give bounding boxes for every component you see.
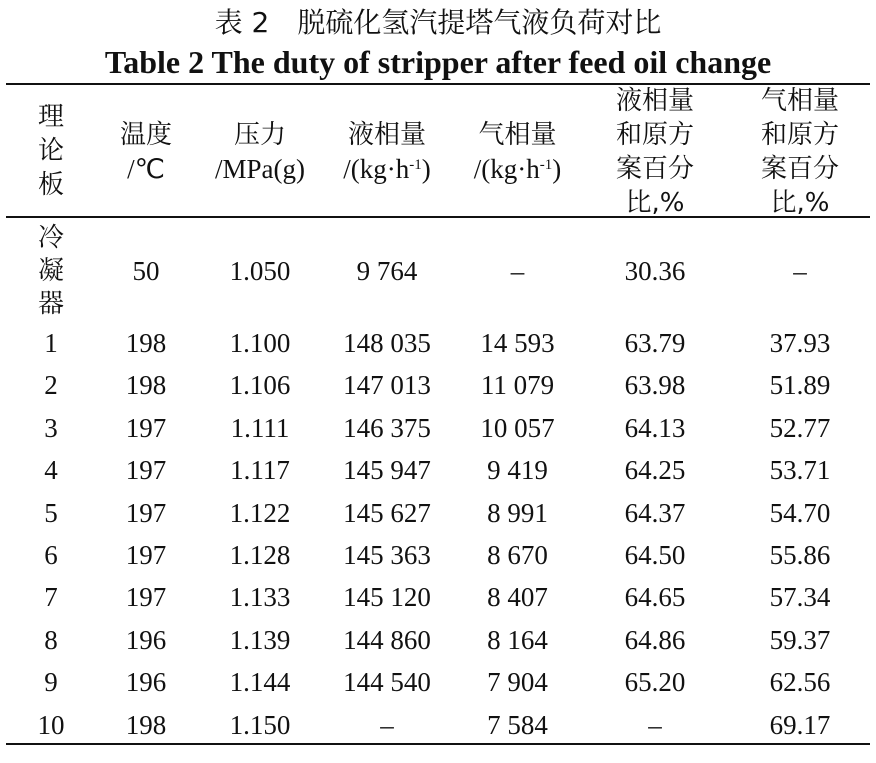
header-line: 气相量	[760, 86, 839, 116]
header-line: 和原方	[760, 120, 839, 150]
cell-liquid-flow: 148 035	[343, 328, 431, 358]
cell-temperature: 50	[132, 256, 160, 286]
cell-pressure: 1.050	[229, 256, 291, 286]
cell-plate: 8	[44, 624, 58, 655]
cell-plate: 7	[44, 582, 58, 613]
cell-vapor-percent: 54.70	[769, 497, 831, 528]
cell-vapor-flow: 14 593	[480, 328, 555, 358]
header-temp-label: 温度	[119, 120, 172, 150]
table-row	[0, 704, 876, 746]
cell-vapor-flow: 9 419	[487, 455, 548, 486]
header-pressure-label: 压力	[233, 120, 286, 150]
condenser-label-char: 冷	[37, 223, 64, 253]
header-liquid-percent	[590, 84, 720, 220]
cell-pressure: 1.111	[230, 412, 290, 443]
cell-liquid-flow: 146 375	[343, 412, 431, 443]
table-row	[0, 449, 876, 491]
unit-text: )	[552, 154, 562, 184]
cell-liquid-flow: 9 764	[356, 256, 418, 286]
header-pressure	[200, 118, 320, 186]
table-row-condenser	[0, 250, 876, 292]
cell-pressure: 1.133	[229, 582, 291, 613]
cell-plate: 1	[44, 328, 58, 358]
cell-liquid-flow: 145 627	[343, 497, 431, 528]
cell-vapor-percent: 62.56	[769, 667, 831, 698]
header-plate	[22, 100, 80, 202]
cell-temperature: 198	[125, 328, 167, 358]
cell-temperature: 197	[125, 412, 167, 443]
header-liquid-flow	[325, 118, 449, 186]
table-row	[0, 576, 876, 618]
cell-temperature: 196	[125, 667, 167, 698]
unit-text: /(kg·h	[343, 154, 410, 184]
table-row	[0, 492, 876, 534]
header-vapor-percent	[730, 84, 870, 220]
cell-temperature: 196	[125, 624, 167, 655]
cell-vapor-percent: 59.37	[769, 624, 831, 655]
cell-temperature: 197	[125, 582, 167, 613]
cell-vapor-flow: 11 079	[480, 370, 555, 401]
table-number: 表 2	[214, 6, 270, 39]
cell-vapor-flow: 7 584	[487, 709, 548, 740]
cell-vapor-percent: 52.77	[769, 412, 831, 443]
cell-liquid-flow: 144 540	[343, 667, 431, 698]
cell-liquid-percent: 30.36	[624, 256, 686, 286]
unit-exponent: -1	[409, 157, 422, 173]
unit-text: /(kg·h	[473, 154, 540, 184]
cell-vapor-percent: 57.34	[769, 582, 831, 613]
cell-temperature: 198	[125, 709, 167, 740]
header-liquid-unit	[325, 152, 449, 186]
header-vapor-unit	[455, 152, 580, 186]
table-row	[0, 364, 876, 406]
cell-liquid-flow: 147 013	[343, 370, 431, 401]
header-line: 液相量	[615, 86, 694, 116]
cell-pressure: 1.150	[229, 709, 291, 740]
header-vapor-flow	[455, 118, 580, 186]
table-row	[0, 407, 876, 449]
cell-pressure: 1.139	[229, 624, 291, 655]
condenser-label-char: 凝	[37, 256, 64, 286]
cell-plate: 3	[44, 412, 58, 443]
cell-vapor-flow: 8 164	[487, 624, 548, 655]
table-title-en: Table 2 The duty of stripper after feed oil change	[104, 44, 772, 80]
cell-temperature: 197	[125, 497, 167, 528]
cell-plate: 5	[44, 497, 58, 528]
cell-liquid-percent: 64.25	[624, 455, 686, 486]
cell-temperature: 197	[125, 455, 167, 486]
cell-liquid-percent: 64.50	[624, 540, 686, 570]
condenser-label-char: 器	[37, 289, 64, 319]
cell-plate: 2	[44, 370, 58, 401]
header-pressure-unit: /MPa(g)	[215, 154, 305, 184]
header-line: 比,%	[625, 188, 685, 218]
cell-vapor-percent: –	[793, 256, 807, 286]
unit-text: )	[421, 154, 431, 184]
cell-liquid-percent: 63.79	[624, 328, 686, 358]
cell-liquid-flow: –	[380, 709, 394, 740]
cell-temperature: 198	[125, 370, 167, 401]
cell-liquid-percent: 64.86	[624, 624, 686, 655]
cell-liquid-percent: –	[648, 709, 662, 740]
header-line: 案百分	[760, 154, 839, 184]
cell-pressure: 1.117	[230, 455, 290, 486]
table-title-cn	[0, 6, 876, 40]
cell-liquid-percent: 63.98	[624, 370, 686, 401]
cell-liquid-flow: 145 120	[343, 582, 431, 613]
cell-vapor-percent: 37.93	[769, 328, 831, 358]
cell-liquid-flow: 144 860	[343, 624, 431, 655]
cell-liquid-percent: 65.20	[624, 667, 686, 698]
cell-vapor-flow: –	[510, 256, 525, 286]
header-temperature	[100, 118, 192, 186]
cell-vapor-flow: 7 904	[487, 667, 548, 698]
cell-pressure: 1.122	[229, 497, 291, 528]
header-temp-unit: /℃	[127, 154, 165, 184]
cell-vapor-flow: 8 670	[487, 540, 548, 570]
unit-exponent: -1	[539, 157, 553, 173]
header-plate-line: 板	[37, 170, 64, 200]
cell-temperature: 197	[125, 540, 167, 570]
cell-liquid-percent: 64.65	[624, 582, 686, 613]
cell-plate: 6	[44, 540, 58, 570]
cell-vapor-flow: 10 057	[480, 412, 555, 443]
table-row	[0, 322, 876, 364]
table-title-cn-text: 脱硫化氢汽提塔气液负荷对比	[297, 6, 662, 39]
table-row	[0, 619, 876, 661]
header-liquid-label: 液相量	[347, 120, 426, 150]
cell-liquid-flow: 145 947	[343, 455, 431, 486]
cell-pressure: 1.100	[229, 328, 291, 358]
cell-vapor-percent: 69.17	[769, 709, 831, 740]
header-line: 比,%	[770, 188, 830, 218]
cell-pressure: 1.128	[229, 540, 291, 570]
cell-pressure: 1.144	[229, 667, 291, 698]
cell-plate: 9	[44, 667, 58, 698]
cell-plate: 4	[44, 455, 58, 486]
cell-vapor-percent: 55.86	[769, 540, 831, 570]
cell-liquid-percent: 64.13	[624, 412, 686, 443]
header-plate-line: 理	[37, 102, 64, 132]
cell-vapor-percent: 51.89	[769, 370, 831, 401]
header-plate-line: 论	[37, 136, 64, 166]
cell-liquid-flow: 145 363	[343, 540, 431, 570]
cell-vapor-flow: 8 991	[487, 497, 548, 528]
cell-plate: 10	[37, 709, 65, 740]
table-row	[0, 661, 876, 703]
header-line: 案百分	[615, 154, 694, 184]
cell-liquid-percent: 64.37	[624, 497, 686, 528]
cell-pressure: 1.106	[229, 370, 291, 401]
table-row	[0, 534, 876, 576]
cell-vapor-flow: 8 407	[487, 582, 548, 613]
header-vapor-label: 气相量	[478, 120, 557, 150]
cell-vapor-percent: 53.71	[769, 455, 831, 486]
header-line: 和原方	[615, 120, 694, 150]
